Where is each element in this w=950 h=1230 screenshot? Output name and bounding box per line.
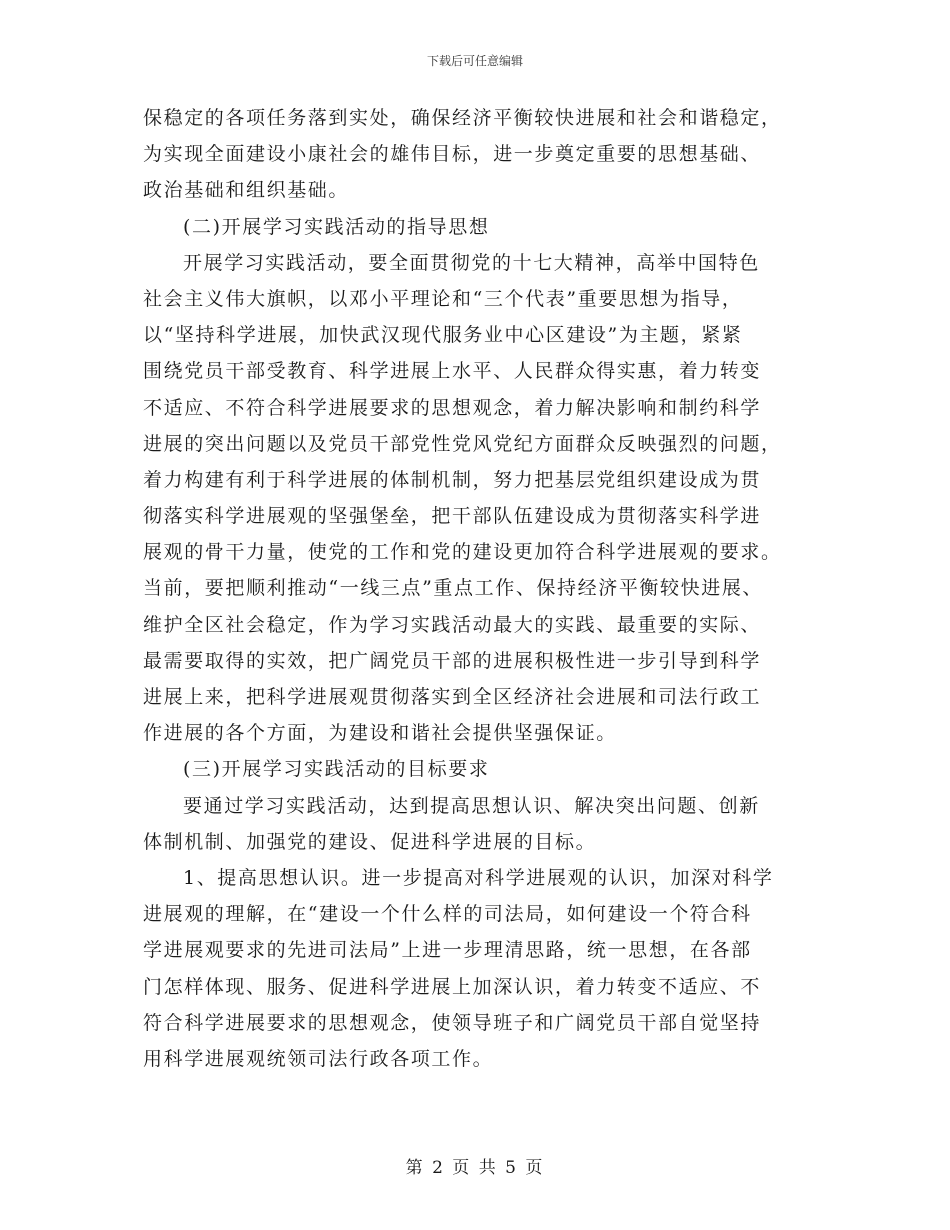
- text-line: (二)开展学习实践活动的指导思想: [183, 215, 490, 238]
- text-line: 围绕党员干部受教育、科学进展上水平、人民群众得实惠，着力转变: [143, 360, 762, 383]
- text-line: 着力构建有利于科学进展的体制机制，努力把基层党组织建设成为贯: [143, 468, 762, 491]
- text-line: 政治基础和组织基础。: [143, 179, 350, 202]
- text-line: (三)开展学习实践活动的目标要求: [183, 758, 490, 781]
- text-line: 维护全区社会稳定，作为学习实践活动最大的实践、最重要的实际、: [143, 613, 762, 636]
- text-line: 符合科学进展要求的思想观念，使领导班子和广阔党员干部自觉坚持: [143, 1011, 762, 1034]
- text-line: 进展的突出问题以及党员干部党性党风党纪方面群众反映强烈的问题，: [143, 432, 782, 455]
- text-line: 社会主义伟大旗帜，以邓小平理论和“三个代表”重要思想为指导，: [143, 287, 743, 310]
- text-line: 彻落实科学进展观的坚强堡垒，把干部队伍建设成为贯彻落实科学进: [143, 505, 762, 528]
- text-line: 体制机制、加强党的建设、促进科学进展的目标。: [143, 830, 597, 853]
- text-line: 要通过学习实践活动，达到提高思想认识、解决突出问题、创新: [183, 794, 760, 817]
- text-line: 进展观的理解，在“建设一个什么样的司法局，如何建设一个符合科: [143, 903, 752, 926]
- text-line: 1、提高思想认识。进一步提高对科学进展观的认识，加深对科学: [183, 866, 774, 889]
- text-line: 当前，要把顺利推动“一线三点”重点工作、保持经济平衡较快进展、: [143, 577, 764, 600]
- text-line: 以“坚持科学进展，加快武汉现代服务业中心区建设”为主题，紧紧: [143, 324, 743, 347]
- page-header: 下载后可任意编辑: [426, 54, 523, 68]
- text-line: 保稳定的各项任务落到实处，确保经济平衡较快进展和社会和谐稳定，: [143, 107, 782, 129]
- text-line: 不适应、不符合科学进展要求的思想观念，着力解决影响和制约科学: [143, 396, 762, 419]
- document-body: [143, 100, 808, 1077]
- text-line: 作进展的各个方面，为建设和谐社会提供坚强保证。: [143, 722, 617, 745]
- text-line: 用科学进展观统领司法行政各项工作。: [143, 1047, 494, 1070]
- text-line: 为实现全面建设小康社会的雄伟目标，进一步奠定重要的思想基础、: [143, 143, 762, 166]
- text-line: 开展学习实践活动，要全面贯彻党的十七大精神，高举中国特色: [183, 251, 760, 274]
- text-line: 学进展观要求的先进司法局”上进一步理清思路，统一思想，在各部: [143, 939, 752, 962]
- page-footer: 第 2 页 共 5 页: [405, 1158, 545, 1178]
- text-line: 展观的骨干力量，使党的工作和党的建设更加符合科学进展观的要求。: [143, 541, 782, 564]
- text-line: 门怎样体现、服务、促进科学进展上加深认识，着力转变不适应、不: [143, 975, 762, 998]
- text-line: 最需要取得的实效，把广阔党员干部的进展积极性进一步引导到科学: [143, 649, 762, 672]
- text-line: 进展上来，把科学进展观贯彻落实到全区经济社会进展和司法行政工: [143, 686, 762, 708]
